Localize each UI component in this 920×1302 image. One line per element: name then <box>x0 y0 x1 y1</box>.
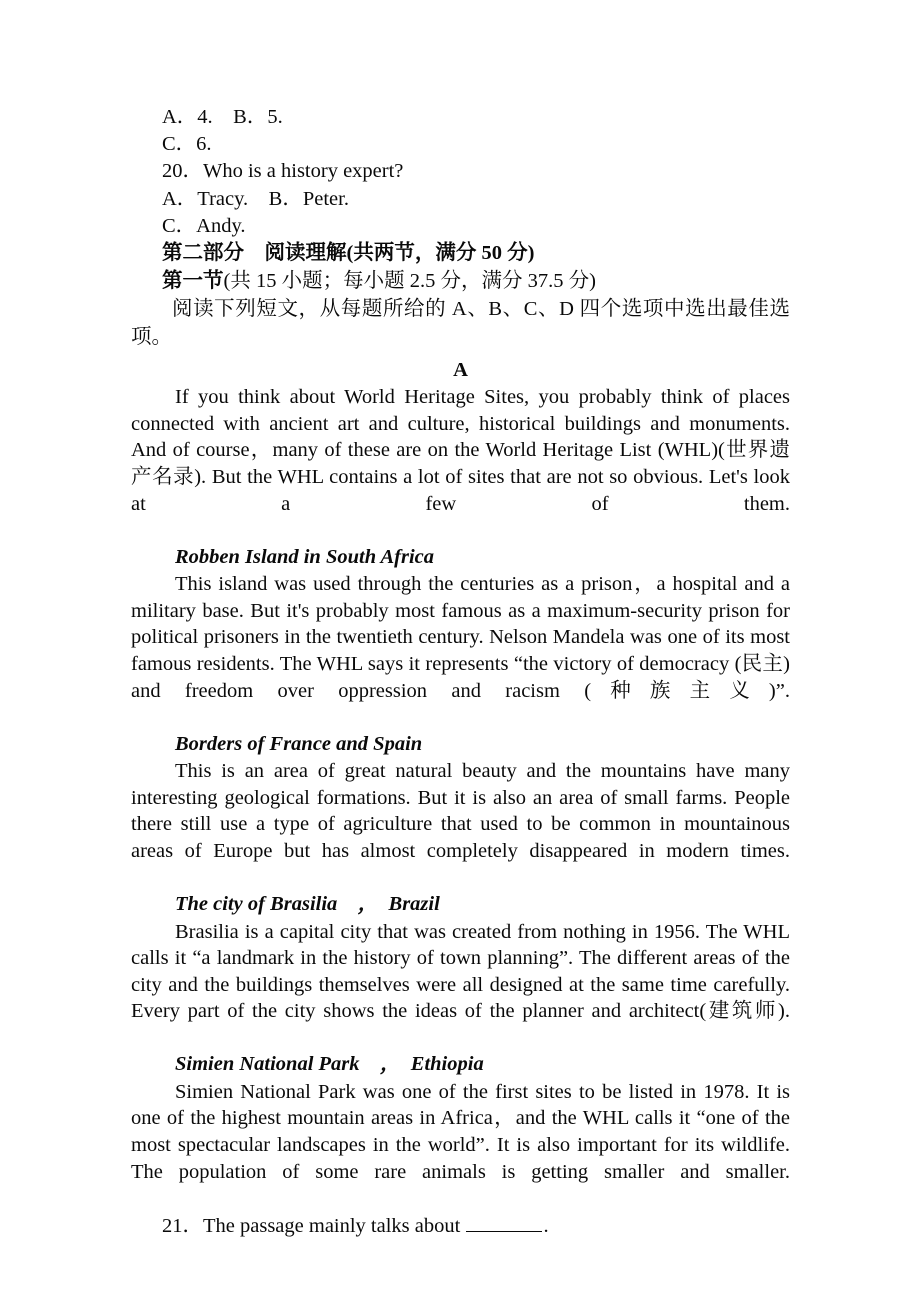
section-one-header <box>131 268 790 296</box>
paragraph-brasilia: Brasilia is a capital city that was created from nothing in 1956. The WHL calls it “a landmark in the history of town planning”. The different areas of the city and the buildings themselves were all designed at the same time carefully. Every part of the city shows the ideas of the planner and architect(建筑师). <box>131 920 790 1023</box>
reading-instruction: 阅读下列短文，从每题所给的 A、B、C、D 四个选项中选出最佳选项。 <box>131 298 790 349</box>
paragraph-simien-national-park: Simien National Park was one of the first sites to be listed in 1978. It is one of the highest mountain areas in Africa，and the WHL calls it “one of the most spectacular landscapes in the world”. It is also important for its wildlife. The population of some rare animals is getting smaller and smaller. <box>131 1080 790 1183</box>
question-19-options-line-2: C．6. <box>162 133 212 156</box>
question-21 <box>131 1212 790 1240</box>
question-21-tail: . <box>543 1214 549 1237</box>
subheading-borders-france-spain: Borders of France and Spain <box>175 732 423 755</box>
section-one-label: 第一节 <box>162 269 224 292</box>
subheading-simien-national-park: Simien National Park ， Ethiopia <box>175 1053 484 1076</box>
question-21-stem: The passage mainly talks about <box>203 1214 466 1237</box>
passage-intro-paragraph: If you think about World Heritage Sites, you probably think of places connected with ancient art and culture, historical buildings and monuments. And of course，many of these are on the World Heritage List (WHL)(世界遗产名录). But the WHL contains a lot of sites that are not so obvious. Let's look at a few of them. <box>131 386 790 515</box>
section-one-details: (共 15 小题；每小题 2.5 分，满分 37.5 分) <box>223 269 596 292</box>
paragraph-borders-france-spain: This is an area of great natural beauty and the mountains have many interesting geological formations. But it is also an area of small farms. People there still use a type of agriculture that used to be common in mountainous areas of Europe but has almost completely disappeared in modern times. <box>131 760 790 862</box>
subheading-brasilia: The city of Brasilia ， Brazil <box>175 893 440 916</box>
paragraph-robben-island: This island was used through the centuries as a prison，a hospital and a military base. But it's probably most famous as a maximum-security prison for political prisoners in the twentieth century. Nelson Mandela was one of its most famous residents. The WHL says it represents “the victory of democracy (民主) and freedom over oppression and racism (种族主义)”. <box>131 573 790 702</box>
question-21-number: 21． <box>162 1214 203 1237</box>
part-two-header: 第二部分 阅读理解(共两节，满分 50 分) <box>162 242 535 265</box>
question-20-stem: 20．Who is a history expert? <box>162 160 404 183</box>
question-20-options-line-2: C．Andy. <box>162 214 246 237</box>
question-21-answer-blank[interactable] <box>466 1212 542 1232</box>
question-19-options-line-1: A．4. B．5. <box>162 106 283 128</box>
question-20-options-line-1: A．Tracy. B．Peter. <box>162 187 349 210</box>
subheading-robben-island: Robben Island in South Africa <box>175 545 434 568</box>
passage-label-a: A <box>453 359 468 382</box>
